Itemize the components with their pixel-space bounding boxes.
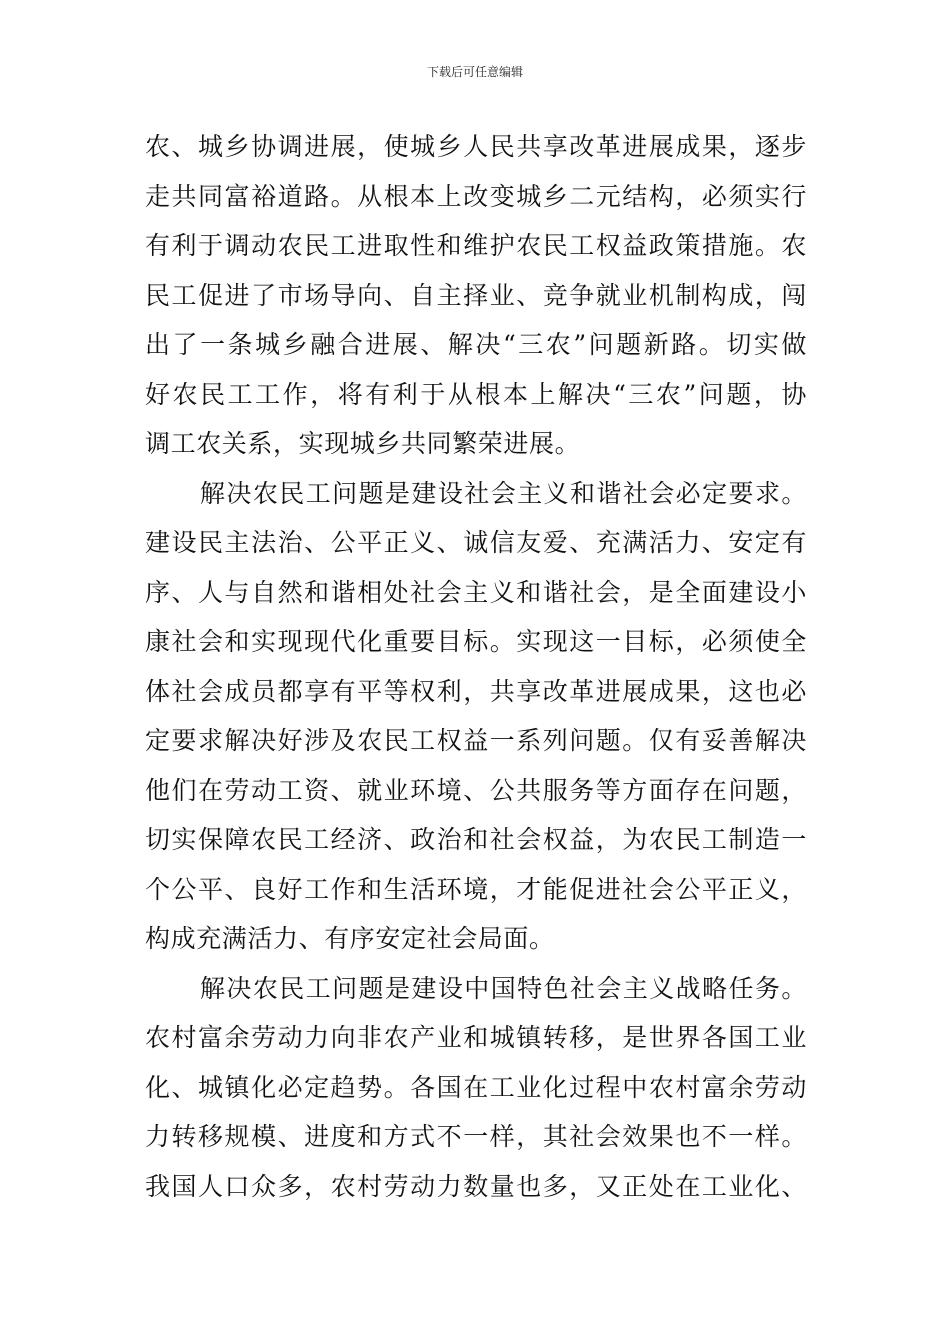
text-line: 体社会成员都享有平等权利，共享改革进展成果，这也必: [145, 676, 807, 706]
text-line: 有利于调动农民工进取性和维护农民工权益政策措施。农: [145, 231, 807, 260]
paragraph-1: [145, 122, 807, 469]
text-line: 序、人与自然和谐相处社会主义和谐社会，是全面建设小: [145, 577, 807, 607]
paragraph-3: [145, 964, 807, 1212]
text-line: 出了一条城乡融合进展、解决“三农”问题新路。切实做: [145, 330, 807, 359]
text-line: 化、城镇化必定趋势。各国在工业化过程中农村富余劳动: [145, 1072, 807, 1102]
text-line: 解决农民工问题是建设社会主义和谐社会必定要求。: [200, 478, 807, 508]
text-line: 调工农关系，实现城乡共同繁荣进展。: [145, 429, 581, 458]
text-line: 切实保障农民工经济、政治和社会权益，为农民工制造一: [145, 825, 807, 854]
text-line: 构成充满活力、有序安定社会局面。: [145, 924, 555, 953]
text-line: 建设民主法治、公平正义、诚信友爱、充满活力、安定有: [145, 528, 807, 557]
text-line: 我国人口众多，农村劳动力数量也多，又正处在工业化、: [145, 1171, 807, 1201]
page-header: 下载后可任意编辑: [426, 65, 523, 79]
paragraph-2: [145, 469, 807, 964]
text-line: 力转移规模、进度和方式不一样，其社会效果也不一样。: [145, 1122, 807, 1151]
document-body: [145, 122, 807, 1211]
text-line: 好农民工工作，将有利于从根本上解决“三农”问题，协: [145, 379, 807, 409]
text-line: 个公平、良好工作和生活环境，才能促进社会公平正义，: [145, 874, 807, 904]
text-line: 解决农民工问题是建设中国特色社会主义战略任务。: [200, 973, 807, 1003]
text-line: 康社会和实现现代化重要目标。实现这一目标，必须使全: [145, 627, 807, 656]
text-line: 走共同富裕道路。从根本上改变城乡二元结构，必须实行: [145, 181, 807, 211]
text-line: 民工促进了市场导向、自主择业、竞争就业机制构成，闯: [145, 280, 807, 310]
text-line: 农村富余劳动力向非农产业和城镇转移，是世界各国工业: [145, 1023, 807, 1052]
text-line: 农、城乡协调进展，使城乡人民共享改革进展成果，逐步: [145, 132, 807, 161]
text-line: 他们在劳动工资、就业环境、公共服务等方面存在问题，: [145, 775, 807, 805]
text-line: 定要求解决好涉及农民工权益一系列问题。仅有妥善解决: [145, 726, 807, 755]
